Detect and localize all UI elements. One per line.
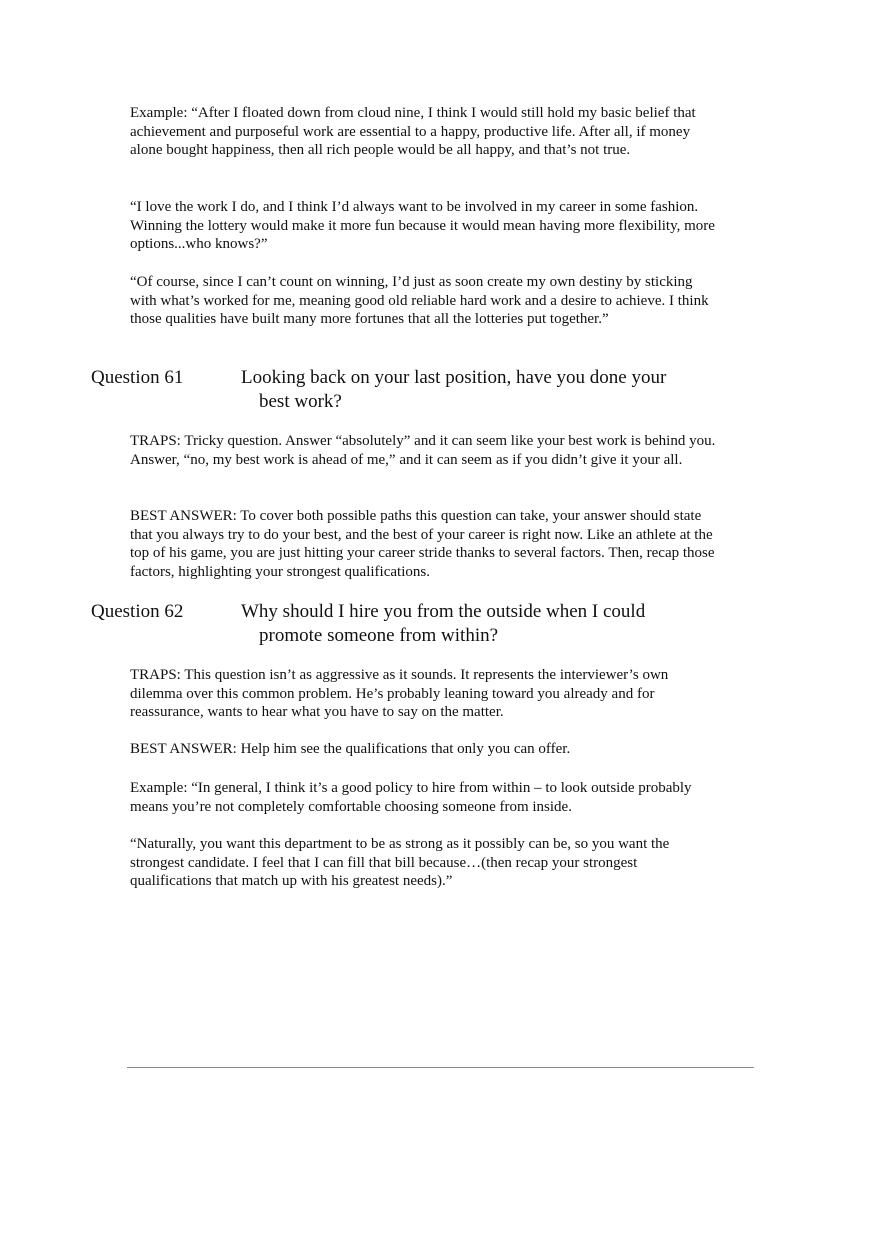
question-61-best-answer: BEST ANSWER: To cover both possible paths this question can take, your answer should state that you always try to do your best, and the best of your career is right now. Like an athlete at the top of his game, you are just hitting your career stride thanks to several factors. Then, recap those factors, highlighting your strongest qualifications. [130, 508, 715, 580]
question-62-example: Example: “In general, I think it’s a good policy to hire from within – to look outside probably means you’re not completely comfortable choosing someone from inside. [130, 780, 692, 815]
question-62-naturally-paragraph: “Naturally, you want this department to be as strong as it possibly can be, so you want the strongest candidate. I feel that I can fill that bill because…(then recap your strongest qualifications that match up with his greatest needs).” [130, 836, 670, 889]
question-62-best-answer: BEST ANSWER: Help him see the qualifications that only you can offer. [130, 741, 571, 757]
example-paragraph-lottery: Example: “After I floated down from cloud nine, I think I would still hold my basic belief that achievement and purposeful work are essential to a happy, productive life. After all, if money alone bought happiness, then all rich people would be all happy, and that’s not true. [130, 105, 696, 158]
paragraph-love-work: “I love the work I do, and I think I’d always want to be involved in my career in some fashion. Winning the lottery would make it more fun because it would mean having more flexibility, more options...who knows?” [130, 199, 715, 252]
question-62-heading [241, 600, 711, 648]
question-61-line-1: Looking back on your last position, have you done your [241, 367, 667, 388]
question-61-heading [241, 366, 711, 414]
question-61-line-2: best work? [259, 391, 342, 412]
question-62-line-1: Why should I hire you from the outside when I could [241, 601, 646, 622]
question-62-label: Question 62 [91, 601, 184, 622]
footer-divider [127, 1067, 754, 1068]
question-62-traps: TRAPS: This question isn’t as aggressive as it sounds. It represents the interviewer’s own dilemma over this common problem. He’s probably leaning toward you already and for reassurance, wants to hear what you have to say on the matter. [130, 667, 669, 720]
question-62-line-2: promote someone from within? [259, 625, 499, 646]
question-61-traps: TRAPS: Tricky question. Answer “absolutely” and it can seem like your best work is behind you. Answer, “no, my best work is ahead of me,” and it can seem as if you didn’t give it your all. [130, 433, 716, 468]
paragraph-own-destiny: “Of course, since I can’t count on winning, I’d just as soon create my own destiny by sticking with what’s worked for me, meaning good old reliable hard work and a desire to achieve. I think those qualities have built many more fortunes that all the lotteries put together.” [130, 274, 709, 327]
question-61-label: Question 61 [91, 367, 184, 388]
